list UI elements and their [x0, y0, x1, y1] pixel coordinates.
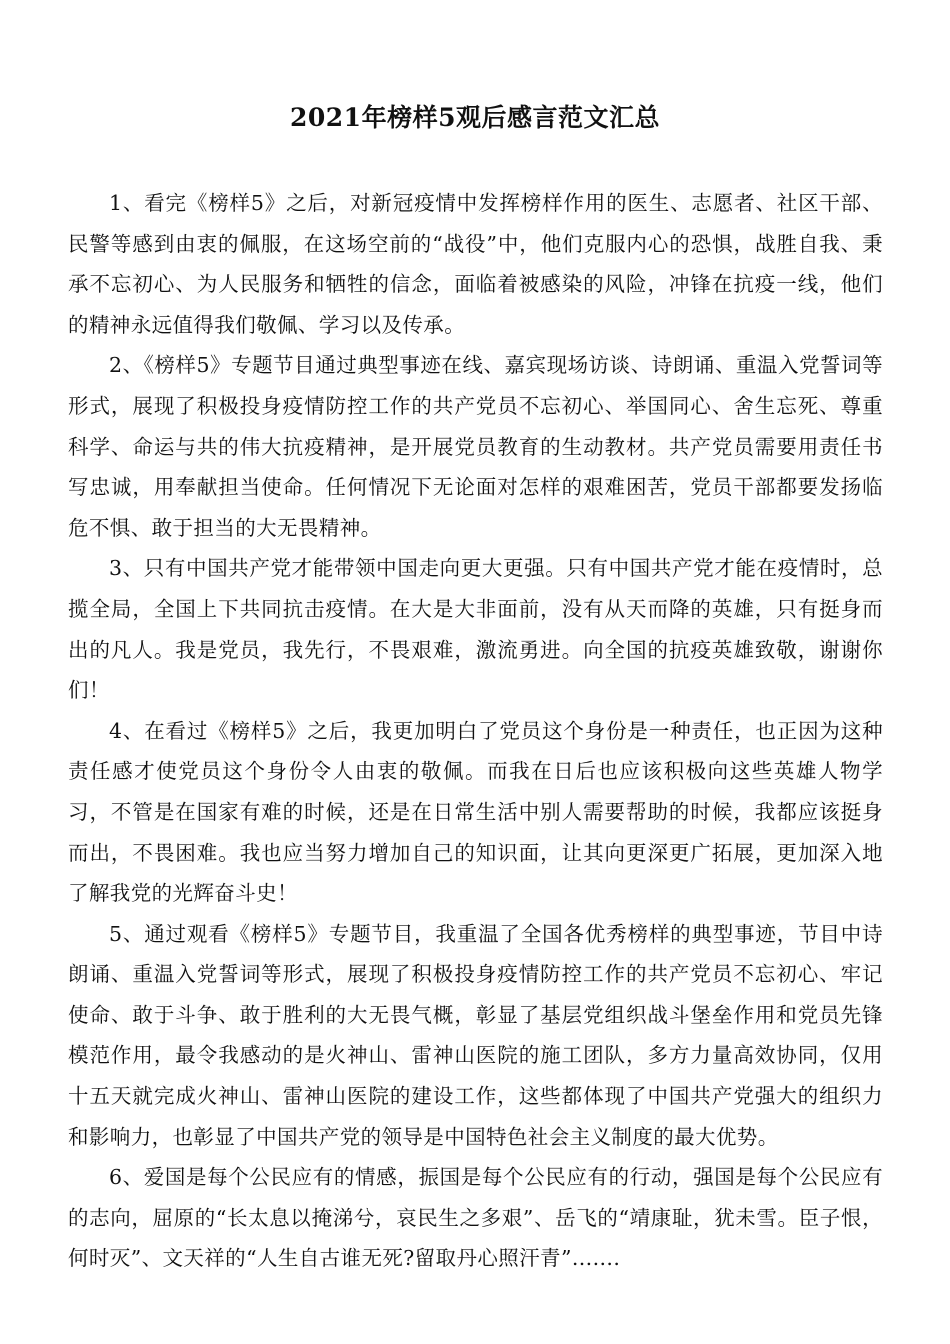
paragraph-2: 2、《榜样5》专题节目通过典型事迹在线、嘉宾现场访谈、诗朗诵、重温入党誓词等形式，展现了积极投身疫情防控工作的共产党员不忘初心、举国同心、舍生忘死、尊重科学、命运与共的伟大抗疫精神，是开展党员教育的生动教材。共产党员需要用责任书写忠诚，用奉献担当使命。任何情况下无论面对怎样的艰难困苦，党员干部都要发扬临危不惧、敢于担当的大无畏精神。 [68, 353, 883, 540]
paragraph-4: 4、在看过《榜样5》之后，我更加明白了党员这个身份是一种责任，也正因为这种责任感才使党员这个身份令人由衷的敬佩。而我在日后也应该积极向这些英雄人物学习，不管是在国家有难的时候，还是在日常生活中别人需要帮助的时候，我都应该挺身而出，不畏困难。我也应当努力增加自己的知识面，让其向更深更广拓展，更加深入地了解我党的光辉奋斗史！ [68, 718, 883, 906]
paragraph-1: 1、看完《榜样5》之后，对新冠疫情中发挥榜样作用的医生、志愿者、社区干部、民警等感到由衷的佩服，在这场空前的“战役”中，他们克服内心的恐惧，战胜自我、秉承不忘初心、为人民服务和牺牲的信念，面临着被感染的风险，冲锋在抗疫一线，他们的精神永远值得我们敬佩、学习以及传承。 [68, 191, 883, 337]
document-title: 2021年榜样5观后感言范文汇总 [290, 103, 660, 132]
paragraph-3: 3、只有中国共产党才能带领中国走向更大更强。只有中国共产党才能在疫情时，总揽全局，全国上下共同抗击疫情。在大是大非面前，没有从天而降的英雄，只有挺身而出的凡人。我是党员，我先行，不畏艰难，激流勇进。向全国的抗疫英雄致敬，谢谢你们！ [68, 556, 883, 703]
document-body [68, 183, 883, 1279]
paragraph-6: 6、爱国是每个公民应有的情感，振国是每个公民应有的行动，强国是每个公民应有的志向，屈原的“长太息以掩涕兮，哀民生之多艰”、岳飞的“靖康耻，犹未雪。臣子恨，何时灭”、文天祥的“人生自古谁无死?留取丹心照汗青”....... [68, 1165, 883, 1271]
paragraph-5: 5、通过观看《榜样5》专题节目，我重温了全国各优秀榜样的典型事迹，节目中诗朗诵、重温入党誓词等形式，展现了积极投身疫情防控工作的共产党员不忘初心、牢记使命、敢于斗争、敢于胜利的大无畏气概，彰显了基层党组织战斗堡垒作用和党员先锋模范作用，最令我感动的是火神山、雷神山医院的施工团队，多方力量高效协同，仅用十五天就完成火神山、雷神山医院的建设工作，这些都体现了中国共产党强大的组织力和影响力，也彰显了中国共产党的领导是中国特色社会主义制度的最大优势。 [68, 921, 883, 1149]
